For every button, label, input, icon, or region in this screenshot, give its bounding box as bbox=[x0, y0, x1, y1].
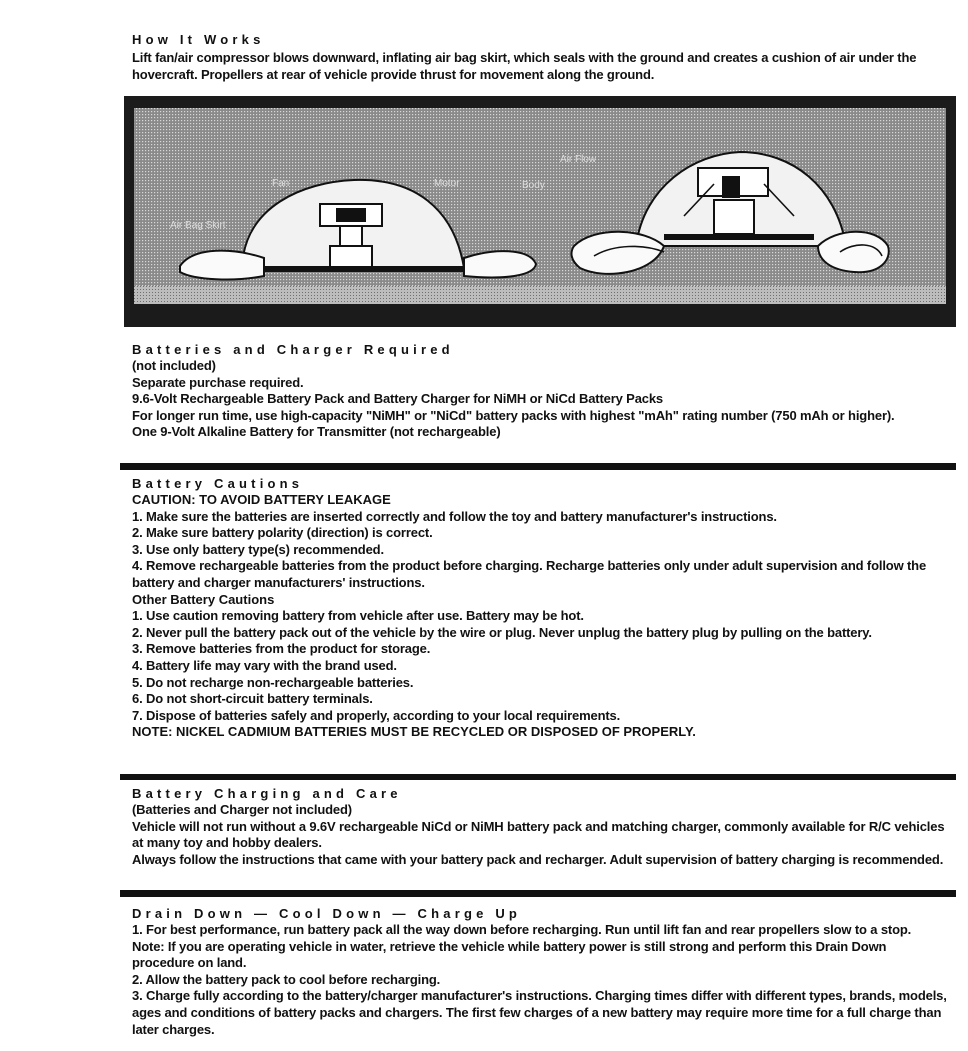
drain-down-item-1 bbox=[132, 922, 947, 972]
section-divider bbox=[120, 774, 956, 780]
how-it-works-section bbox=[132, 32, 947, 83]
drain-down-item-3: 3. Charge fully according to the battery/charger manufacturer's instructions. Charging times differ with different types, brands, models, ages and conditions of battery packs and chargers. The first few charges of a new battery may require more time for a full charge than later charges. bbox=[132, 988, 947, 1037]
other-caution-item: 6. Do not short-circuit battery terminals. bbox=[132, 691, 373, 707]
drain-down-section bbox=[132, 906, 947, 1038]
charging-care-line: Vehicle will not run without a 9.6V rechargeable NiCd or NiMH battery pack and matching charger, commonly available for R/C vehicles at many toy and hobby dealers. bbox=[132, 818, 945, 851]
caution-title: CAUTION: TO AVOID BATTERY LEAKAGE bbox=[132, 492, 391, 507]
caution-item: 1. Make sure the batteries are inserted correctly and follow the toy and battery manufacturer's instructions. bbox=[132, 508, 777, 524]
other-cautions-list bbox=[132, 608, 947, 724]
how-it-works-body: Lift fan/air compressor blows downward, inflating air bag skirt, which seals with the ground and creates a cushion of air under the hovercraft. Propellers at rear of vehicle provide thrust for movement along the ground. bbox=[132, 50, 917, 82]
how-it-works-heading: How It Works bbox=[132, 32, 265, 47]
label-air-flow: Air Flow bbox=[560, 154, 597, 165]
caution-item: 2. Make sure battery polarity (direction) is correct. bbox=[132, 525, 433, 541]
other-caution-item: 5. Do not recharge non-rechargeable batteries. bbox=[132, 674, 414, 690]
label-body: Body bbox=[522, 180, 545, 191]
drain-down-item-1-text: 1. For best performance, run battery pack all the way down before recharging. Run until lift fan and rear propellers slow to a stop. bbox=[132, 922, 912, 937]
drain-down-heading: Drain Down — Cool Down — Charge Up bbox=[132, 906, 522, 921]
caution-list bbox=[132, 509, 947, 592]
charging-care-section bbox=[132, 786, 947, 868]
hovercraft-cutaway-illustration bbox=[124, 96, 956, 327]
drain-down-item-2: 2. Allow the battery pack to cool before recharging. bbox=[132, 971, 441, 987]
charging-care-line: (Batteries and Charger not included) bbox=[132, 802, 352, 817]
other-caution-item: 3. Remove batteries from the product for storage. bbox=[132, 641, 431, 657]
ground bbox=[134, 286, 946, 304]
hovercraft-diagram bbox=[124, 96, 956, 327]
batteries-required-section bbox=[132, 342, 947, 441]
other-caution-item: 4. Battery life may vary with the brand used. bbox=[132, 657, 397, 673]
section-divider bbox=[120, 890, 956, 897]
other-caution-item: 2. Never pull the battery pack out of the vehicle by the wire or plug. Never unplug the battery plug by pulling on the battery. bbox=[132, 624, 872, 640]
batteries-required-heading: Batteries and Charger Required bbox=[132, 342, 454, 357]
batteries-required-line: 9.6-Volt Rechargeable Battery Pack and Battery Charger for NiMH or NiCd Battery Packs bbox=[132, 391, 664, 407]
caution-item: 4. Remove rechargeable batteries from the product before charging. Recharge batteries only under adult supervision and follow the battery and charger manufacturers' instructions. bbox=[132, 558, 927, 590]
battery-cautions-section bbox=[132, 476, 947, 741]
other-cautions-title: Other Battery Cautions bbox=[132, 591, 275, 607]
batteries-required-line: One 9-Volt Alkaline Battery for Transmitter (not rechargeable) bbox=[132, 424, 501, 440]
batteries-required-line: Separate purchase required. bbox=[132, 374, 304, 390]
section-divider bbox=[120, 463, 956, 470]
charging-care-heading: Battery Charging and Care bbox=[132, 786, 402, 801]
charging-care-line: Always follow the instructions that came with your battery pack and recharger. Adult supervision of battery charging is recommended. bbox=[132, 851, 944, 867]
caution-item: 3. Use only battery type(s) recommended. bbox=[132, 541, 384, 557]
drain-down-water-note: Note: If you are operating vehicle in water, retrieve the vehicle while battery power is still strong and perform this Drain Down procedure on land. bbox=[132, 938, 887, 971]
nicad-recycling-note: NOTE: NICKEL CADMIUM BATTERIES MUST BE RECYCLED OR DISPOSED OF PROPERLY. bbox=[132, 724, 696, 740]
label-motor: Motor bbox=[434, 178, 460, 189]
other-caution-item: 1. Use caution removing battery from vehicle after use. Battery may be hot. bbox=[132, 608, 584, 624]
label-air-bag-skirt: Air Bag Skirt bbox=[170, 220, 226, 231]
batteries-required-line: (not included) bbox=[132, 358, 216, 373]
batteries-required-line: For longer run time, use high-capacity "NiMH" or "NiCd" battery packs with highest "mAh" rating number (750 mAh or higher). bbox=[132, 407, 895, 423]
other-caution-item: 7. Dispose of batteries safely and properly, according to your local requirements. bbox=[132, 707, 621, 723]
battery-cautions-heading: Battery Cautions bbox=[132, 476, 304, 491]
label-fan: Fan bbox=[272, 178, 290, 189]
